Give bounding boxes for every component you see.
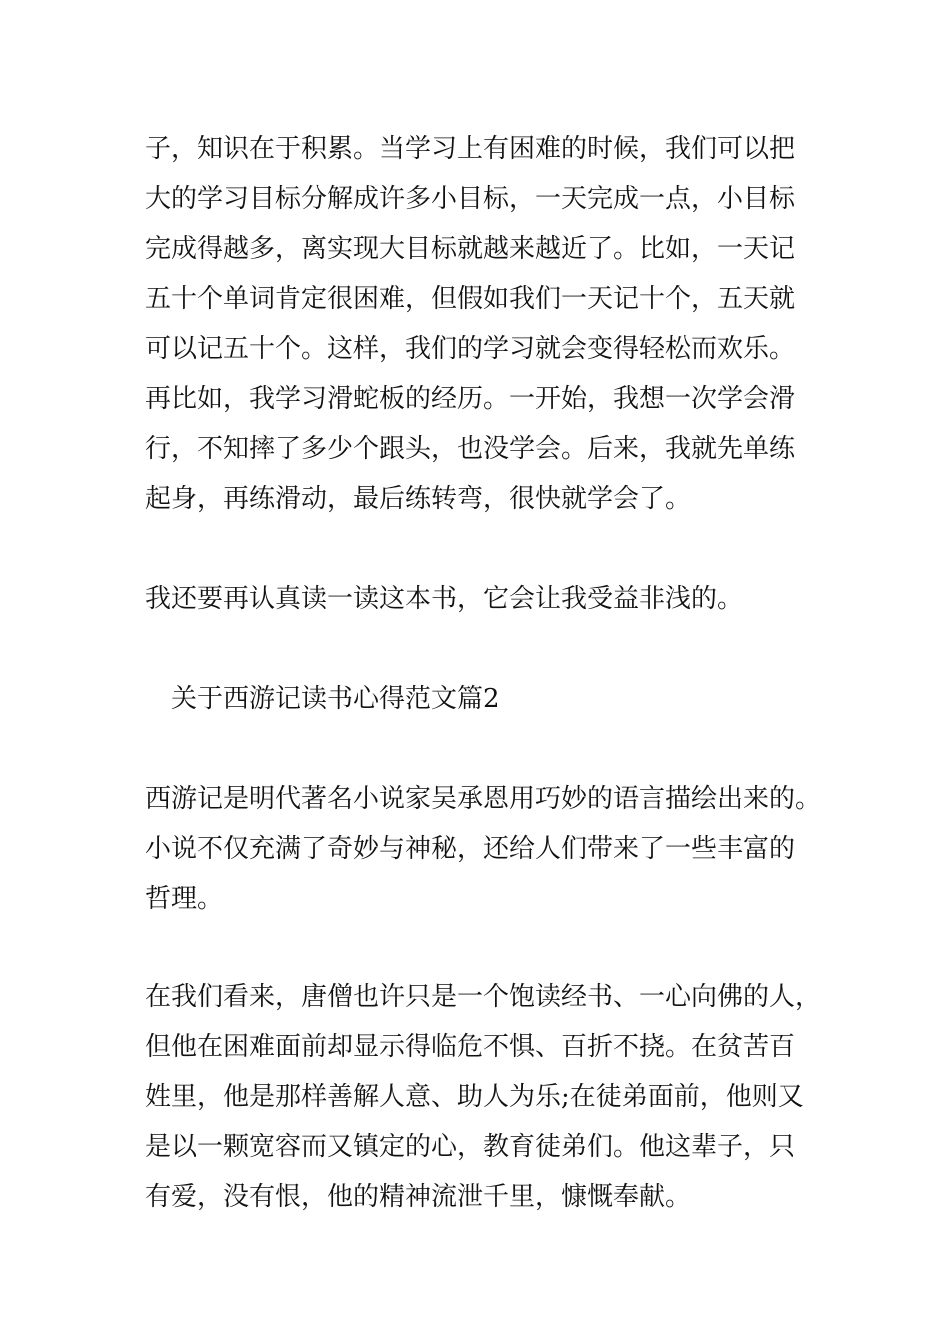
text-line: 五十个单词肯定很困难，但假如我们一天记十个，五天就	[145, 284, 796, 314]
text-line: 起身，再练滑动，最后练转弯，很快就学会了。	[145, 484, 692, 514]
text-line: 是以一颗宽容而又镇定的心，教育徒弟们。他这辈子，只	[145, 1132, 796, 1162]
section-heading: 关于西游记读书心得范文篇2	[145, 684, 500, 714]
paragraph-1	[145, 124, 825, 524]
text-line: 但他在困难面前却显示得临危不惧、百折不挠。在贫苦百	[145, 1032, 796, 1062]
text-line: 西游记是明代著名小说家吴承恩用巧妙的语言描绘出来的。	[145, 784, 822, 814]
text-line: 完成得越多，离实现大目标就越来越近了。比如，一天记	[145, 234, 796, 264]
text-line: 可以记五十个。这样，我们的学习就会变得轻松而欢乐。	[145, 334, 796, 364]
text-line: 有爱，没有恨，他的精神流泄千里，慷慨奉献。	[145, 1182, 692, 1212]
text-line: 哲理。	[145, 884, 224, 914]
text-line: 大的学习目标分解成许多小目标，一天完成一点，小目标	[145, 184, 796, 214]
paragraph-2: 我还要再认真读一读这本书，它会让我受益非浅的。	[145, 584, 744, 614]
text-line: 在我们看来，唐僧也许只是一个饱读经书、一心向佛的人，	[145, 982, 822, 1012]
paragraph-3	[145, 774, 825, 924]
text-line: 小说不仅充满了奇妙与神秘，还给人们带来了一些丰富的	[145, 834, 796, 864]
text-line: 再比如，我学习滑蛇板的经历。一开始，我想一次学会滑	[145, 384, 796, 414]
text-line: 行，不知摔了多少个跟头，也没学会。后来，我就先单练	[145, 434, 796, 464]
paragraph-4	[145, 972, 825, 1222]
text-line: 姓里，他是那样善解人意、助人为乐;在徒弟面前，他则又	[145, 1082, 804, 1112]
text-line: 子，知识在于积累。当学习上有困难的时候，我们可以把	[145, 134, 796, 164]
